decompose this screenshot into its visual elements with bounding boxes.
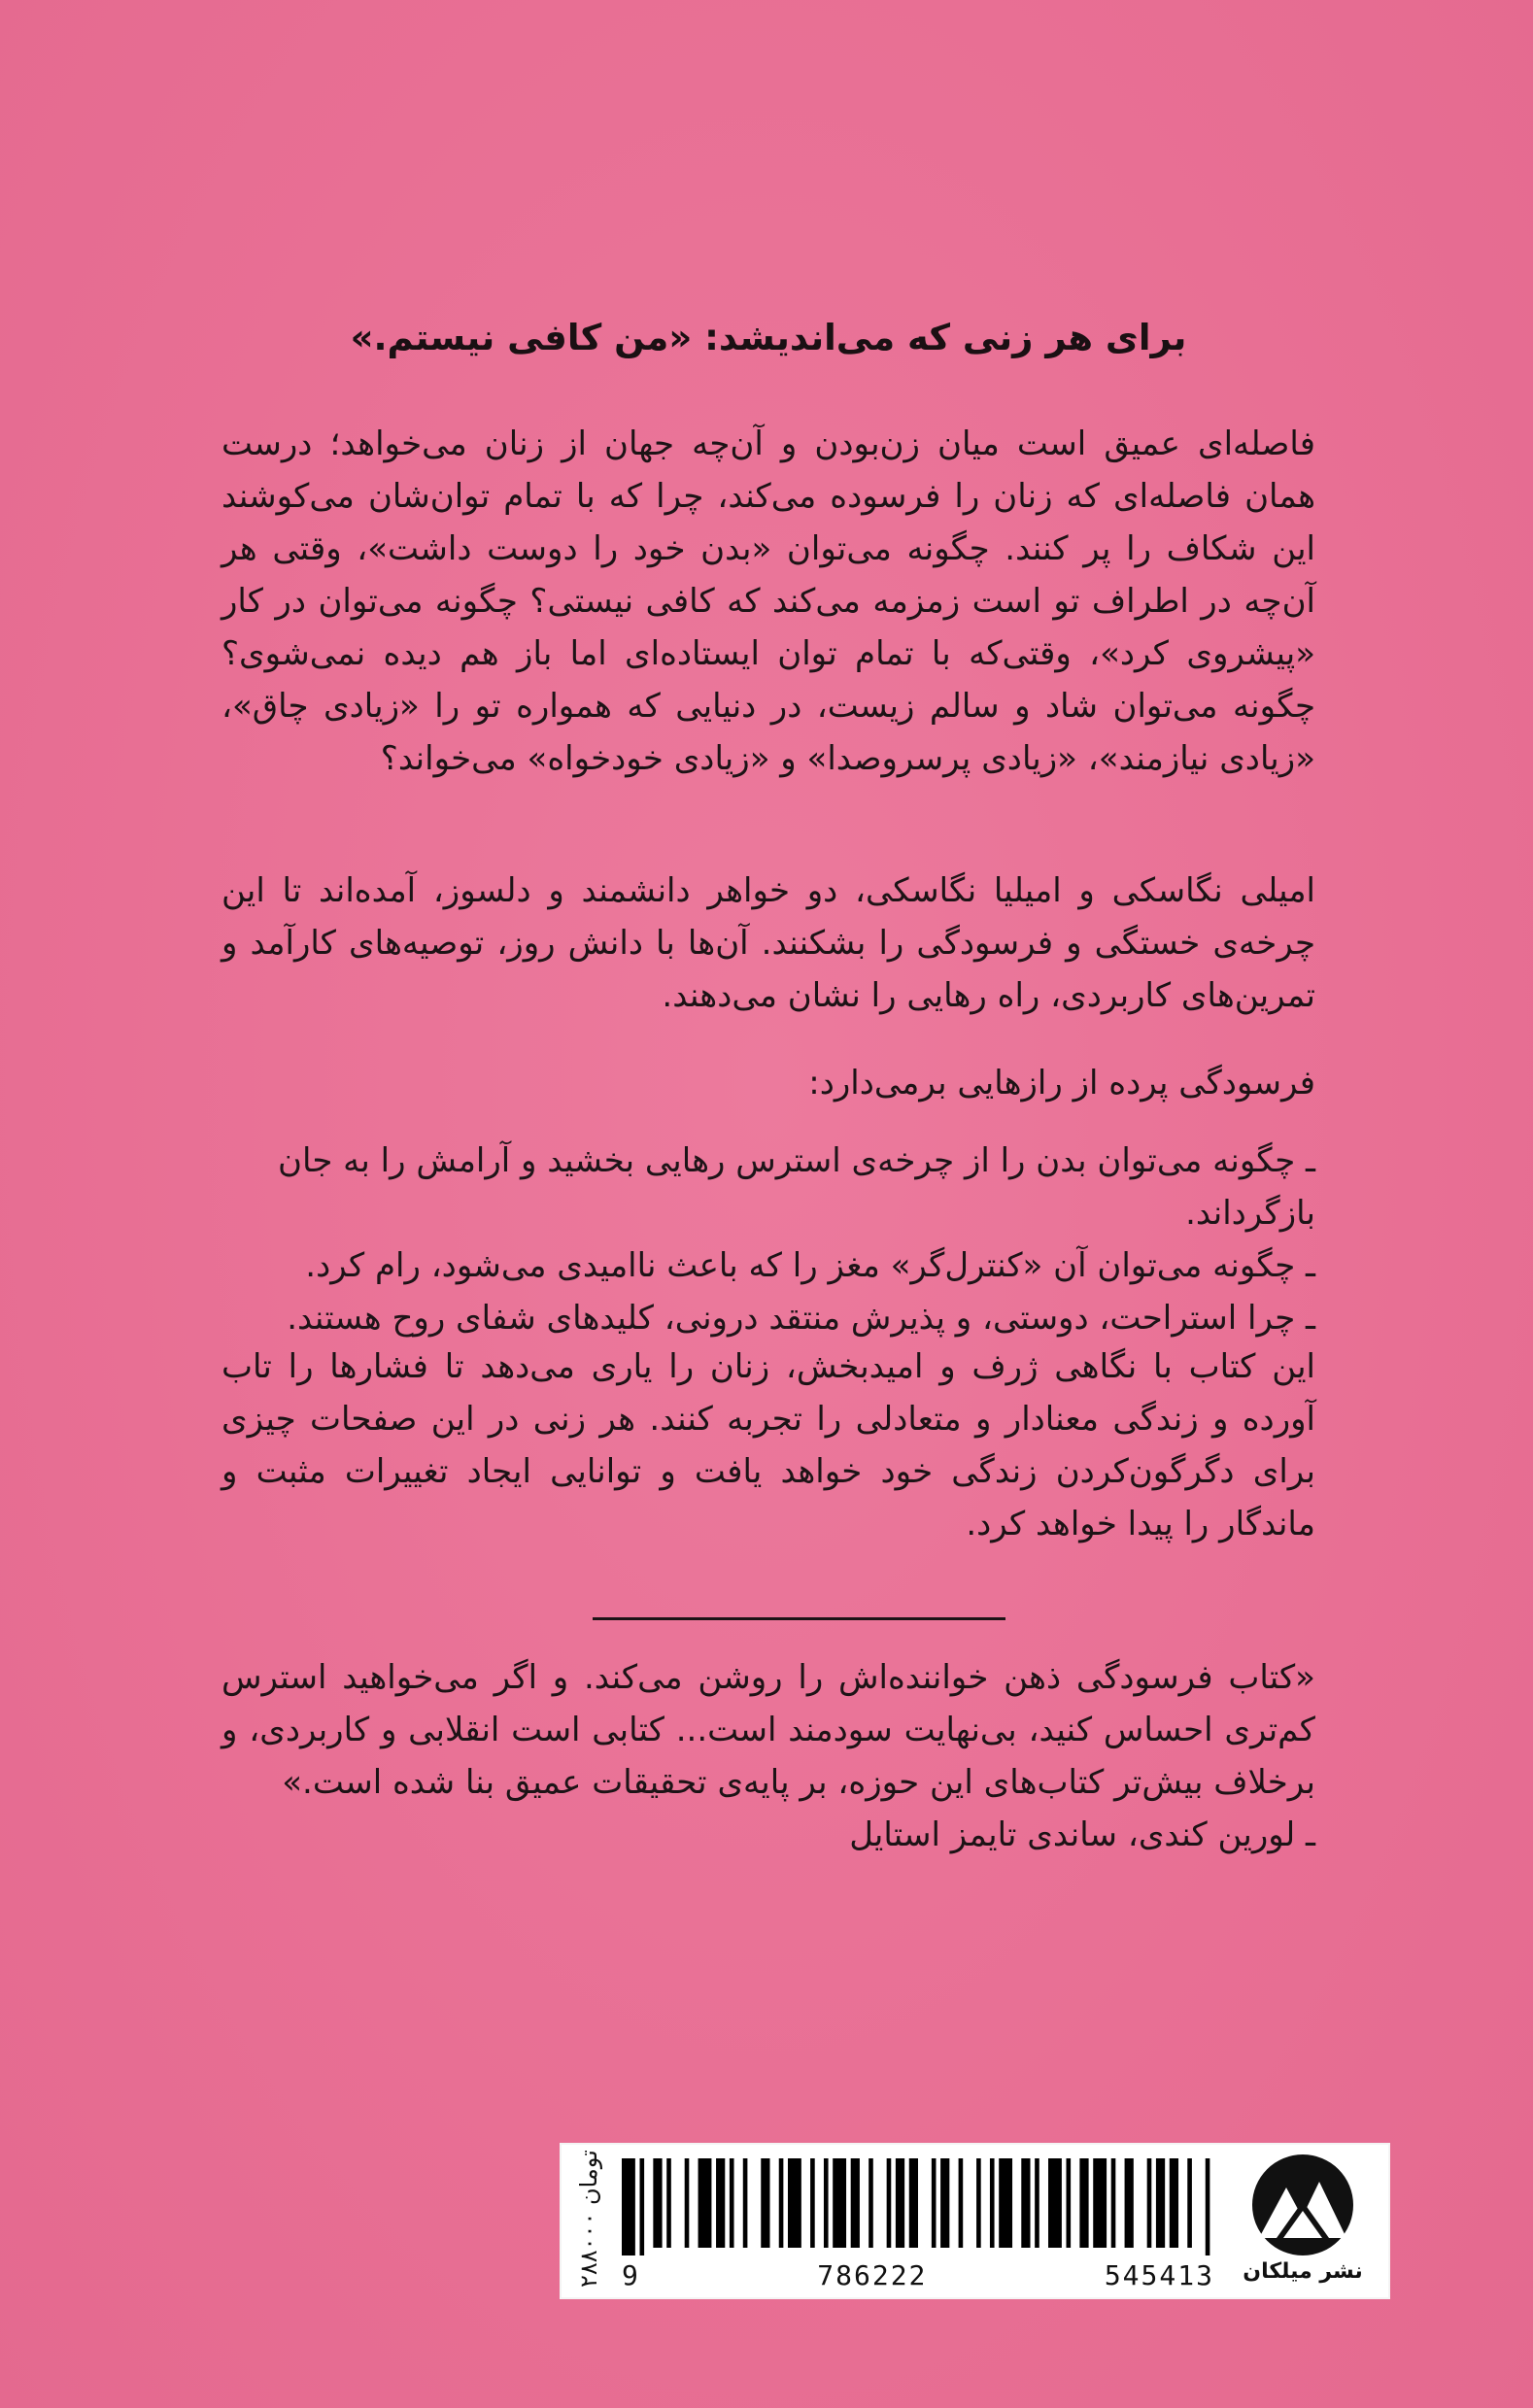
barcode-bar (896, 2158, 904, 2248)
barcode-bar (698, 2158, 712, 2248)
barcode-bar (932, 2158, 937, 2248)
barcode-bar (761, 2158, 769, 2248)
isbn-digits (622, 2259, 1214, 2290)
paragraph-summary: این کتاب با نگاهی ژرف و امیدبخش، زنان را یاری می‌دهد تا فشارها را تاب آورده و زندگی معنادار و متعادلی را تجربه کنند. هر زنی در این صفحات چیزی برای دگرگون‌کردن زندگی خود خواهد یافت و توانایی ایجاد تغییرات مثبت و ماندگار را پیدا خواهد کرد. (221, 1347, 1315, 1543)
price-label: ۲۸۸۰۰۰ تومان (575, 2150, 602, 2288)
barcode-bar (1111, 2158, 1116, 2248)
barcode-bar (824, 2158, 829, 2248)
barcode-bar (653, 2158, 662, 2248)
barcode-bar (1021, 2158, 1030, 2248)
barcode-bar (887, 2158, 892, 2248)
isbn-group-1: 786222 (817, 2259, 928, 2291)
barcode-bar (810, 2158, 815, 2248)
barcode-bar (685, 2158, 690, 2248)
bullet-item: ـ چگونه می‌توان آن «کنترل‌گر» مغز را که باعث ناامیدی می‌شود، رام کرد. (305, 1246, 1315, 1285)
barcode-bar (851, 2158, 860, 2248)
publisher-name: نشر میلکان (1243, 2259, 1363, 2284)
barcode-bar (666, 2158, 671, 2248)
isbn-first-digit: 9 (622, 2259, 640, 2291)
barcode-bar (1125, 2158, 1134, 2248)
barcode-bar (1048, 2158, 1062, 2248)
barcode-bar (940, 2158, 949, 2248)
bullet-item: ـ چگونه می‌توان بدن را از چرخه‌ی استرس رهایی بخشید و آرامش را به جان بازگرداند. (278, 1141, 1315, 1233)
barcode-bar (1079, 2158, 1088, 2248)
barcode-bar (869, 2158, 873, 2248)
barcode-bar (622, 2158, 635, 2255)
barcode-bar (1147, 2158, 1152, 2248)
barcode-bar (976, 2158, 981, 2248)
barcode-bar (1093, 2158, 1107, 2248)
paragraph-intro: فاصله‌ای عمیق است میان زن‌بودن و آن‌چه جهان از زنان می‌خواهد؛ درست همان فاصله‌ای که زنان را فرسوده می‌کند، چرا که با تمام توان‌شان می‌کوشند این شکاف را پر کنند. چگونه می‌توان «بدن خود را دوست داشت»، وقتی هر آن‌چه در اطراف تو است زمزمه می‌کند که کافی نیستی؟ چگونه می‌توان در کار «پیشروی کرد»، وقتی‌که با تمام توان ایستاده‌ای اما باز هم دیده نمی‌شوی؟ چگونه می‌توان شاد و سالم زیست، در دنیایی که همواره تو را «زیادی چاق»، «زیادی نیازمند»، «زیادی پرسروصدا» و «زیادی خودخواه» می‌خواند؟ (221, 424, 1315, 778)
barcode-bar (639, 2158, 644, 2255)
bullet-list (221, 1135, 1315, 1344)
bullet-item: ـ چرا استراحت، دوستی، و پذیرش منتقد درونی، کلیدهای شفای روح هستند. (287, 1299, 1315, 1338)
barcode-bars (622, 2158, 1214, 2255)
publisher-logo-icon (1230, 2151, 1376, 2257)
barcode-bar (1035, 2158, 1039, 2248)
barcode-bar (716, 2158, 725, 2248)
barcode-bar (730, 2158, 734, 2248)
barcode-bar (959, 2158, 964, 2248)
barcode-bar (1067, 2158, 1072, 2248)
headline: برای هر زنی که می‌اندیشد: «من کافی نیستم.» (350, 317, 1187, 358)
isbn-group-2: 545413 (1104, 2259, 1214, 2291)
quote-attribution: ـ لورین کندی، ساندی تایمز استایل (849, 1815, 1315, 1854)
secrets-intro-line: فرسودگی پرده از رازهایی برمی‌دارد: (808, 1064, 1315, 1102)
barcode-bar (1156, 2158, 1165, 2248)
barcode-bar (1206, 2158, 1210, 2255)
barcode-bar (779, 2158, 784, 2248)
review-quote: «کتاب فرسودگی ذهن خواننده‌اش را روشن می‌کند. و اگر می‌خواهید استرس کم‌تری احساس کنید، بی‌نهایت سودمند است... کتابی است انقلابی و کاربردی، و برخلاف بیش‌تر کتاب‌های این حوزه، بر پایه‌ی تحقیقات عمیق بنا شده است.» (221, 1658, 1315, 1802)
paragraph-authors: امیلی نگاسکی و امیلیا نگاسکی، دو خواهر دانشمند و دلسوز، آمده‌اند تا این چرخه‌ی خستگی و فرسودگی را بشکنند. آن‌ها با دانش روز، توصیه‌های کارآمد و تمرین‌های کاربردی، راه رهایی را نشان می‌دهند. (221, 871, 1315, 1015)
barcode-bar (1170, 2158, 1178, 2248)
divider-line (593, 1617, 1005, 1620)
barcode-bar (743, 2158, 748, 2248)
barcode-bar (909, 2158, 918, 2248)
barcode-bar (990, 2158, 995, 2248)
barcode-bar (788, 2158, 801, 2248)
barcode-bar (999, 2158, 1012, 2248)
barcode-bar (833, 2158, 846, 2248)
barcode-bar (1187, 2158, 1192, 2248)
